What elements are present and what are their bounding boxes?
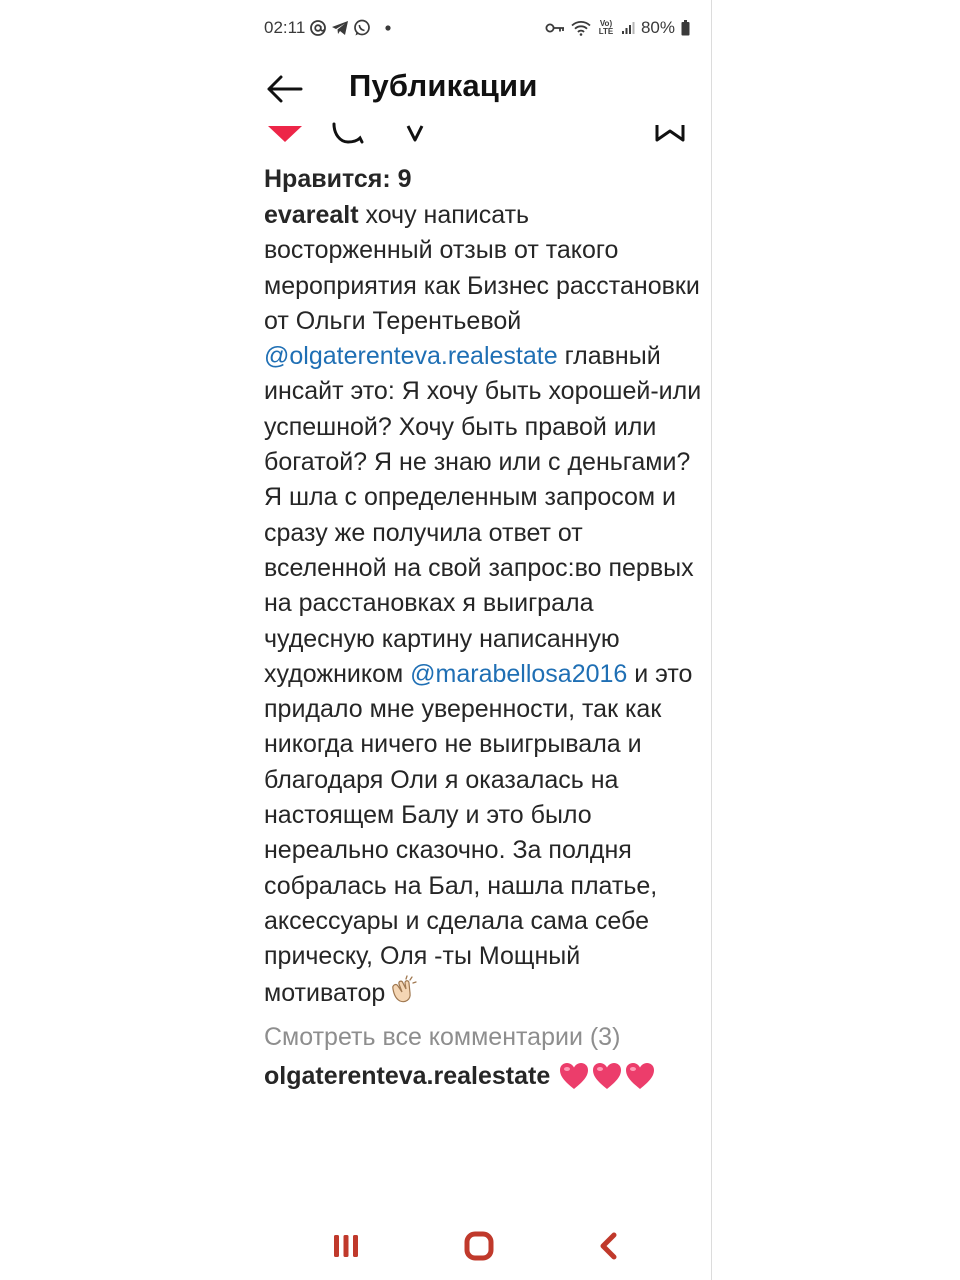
home-button[interactable] xyxy=(463,1231,495,1266)
signal-icon xyxy=(621,21,635,35)
comment-button[interactable] xyxy=(330,118,366,148)
comment-author[interactable]: olgaterenteva.realestate xyxy=(264,1061,551,1090)
recent-apps-button[interactable] xyxy=(332,1231,360,1266)
recent-apps-icon xyxy=(332,1231,360,1261)
phone-screen xyxy=(248,0,712,1280)
status-left xyxy=(264,18,391,38)
share-button[interactable] xyxy=(404,118,428,148)
bookmark-icon xyxy=(654,118,686,146)
caption-text: хочу написать восторженный отзыв от такого мероприятия как Бизнес расстановки от Ольги Терентьевой xyxy=(264,201,700,335)
view-all-comments[interactable]: Смотреть все комментарии (3) xyxy=(264,1022,621,1051)
mention-link[interactable]: @marabellosa2016 xyxy=(410,659,628,688)
heart-icon xyxy=(591,1061,623,1091)
clapping-hands-icon xyxy=(387,975,417,1015)
comment-icon xyxy=(330,118,366,146)
page-title: Публикации xyxy=(349,68,538,103)
dot-icon xyxy=(385,25,391,31)
wifi-icon xyxy=(571,20,591,36)
heart-icon xyxy=(624,1061,656,1091)
status-right xyxy=(545,18,690,38)
navigation-bar xyxy=(248,1215,712,1275)
post-content xyxy=(264,160,704,1095)
share-icon xyxy=(404,118,428,146)
arrow-left-icon xyxy=(266,72,304,106)
back-button[interactable] xyxy=(266,72,304,106)
whatsapp-icon xyxy=(353,19,371,37)
comment-text xyxy=(558,1061,656,1091)
post-actions xyxy=(248,118,712,148)
battery-percent: 80% xyxy=(640,18,675,37)
heart-filled-icon xyxy=(266,118,304,144)
header xyxy=(248,62,712,116)
caption xyxy=(264,198,704,1015)
like-button[interactable] xyxy=(266,118,304,148)
status-time: 02:11 xyxy=(264,18,306,37)
home-icon xyxy=(463,1231,495,1261)
mention-link[interactable]: @olgaterenteva.realestate xyxy=(264,342,558,371)
back-nav-button[interactable] xyxy=(596,1231,620,1266)
likes-count[interactable]: Нравится: 9 xyxy=(264,165,412,193)
status-bar xyxy=(264,16,696,42)
heart-icon xyxy=(558,1061,590,1091)
caption-text: и это придало мне уверенности, так как никогда ничего не выигрывала и благодаря Оли я оказалась на настоящем Балу и это было нереально сказочно. За полдня собралась на Бал, нашла платье, аксессуары и сделала сама себе прическу, Оля -ты Мощный мотиватор xyxy=(264,659,693,1007)
save-button[interactable] xyxy=(654,118,686,148)
telegram-icon xyxy=(331,20,349,36)
at-icon xyxy=(309,19,327,37)
comment xyxy=(264,1057,704,1095)
volte-icon: Vo) LTE xyxy=(598,19,614,36)
back-icon xyxy=(596,1231,620,1261)
caption-text: главный инсайт это: Я хочу быть хорошей-или успешной? Хочу быть правой или богатой? Я не знаю или с деньгами? Я шла с определенным запросом и сразу же получила ответ от вселенной на свой запрос:во первых на расстановках я выиграла чудесную картину написанную художником xyxy=(264,342,702,688)
caption-author[interactable]: evarealt xyxy=(264,201,359,229)
phone-edge-divider xyxy=(711,0,712,1280)
battery-icon xyxy=(681,20,690,36)
key-icon xyxy=(545,22,565,34)
